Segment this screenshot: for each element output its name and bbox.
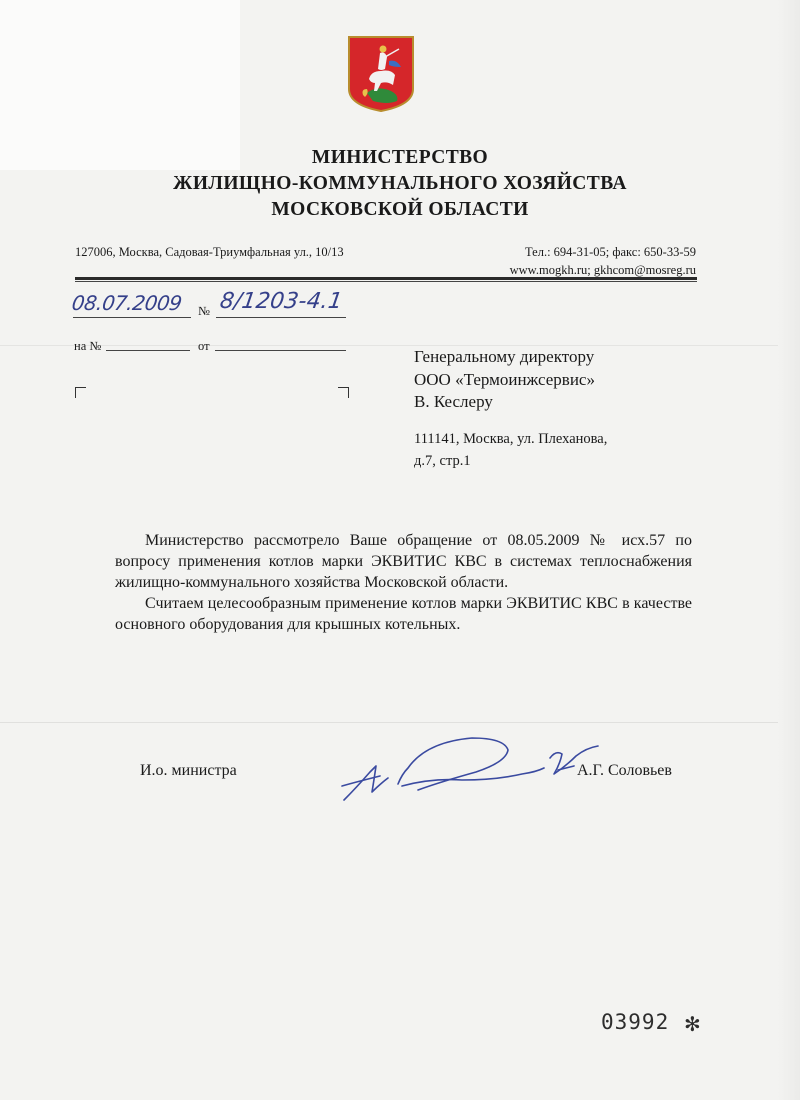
date-field-underline xyxy=(73,317,191,318)
paper-fold-line xyxy=(0,722,800,723)
recipient-title: Генеральному директору xyxy=(414,347,595,366)
ministry-title-line: МОСКОВСКОЙ ОБЛАСТИ xyxy=(271,199,529,220)
from-field-underline xyxy=(215,350,346,351)
from-label: от xyxy=(198,339,210,353)
outgoing-date-handwritten: 08.07.2009 xyxy=(70,291,184,315)
ministry-title-line: МИНИСТЕРСТВО xyxy=(311,147,489,168)
number-label: № xyxy=(198,304,210,318)
reference-field-underline xyxy=(106,350,190,351)
paper-fold-line xyxy=(0,345,800,346)
signatory-role: И.о. министра xyxy=(140,762,237,779)
reference-label: на № xyxy=(74,339,102,353)
header-divider xyxy=(75,281,697,282)
recipient-address xyxy=(414,428,607,472)
number-field-underline xyxy=(216,317,346,318)
outgoing-number-handwritten: 8/1203-4.1 xyxy=(218,289,345,314)
serial-number: 03992 xyxy=(601,1010,670,1034)
letter-body xyxy=(115,530,692,635)
address-block-corner xyxy=(75,387,86,398)
recipient-name: В. Кеслеру xyxy=(414,392,493,411)
coat-of-arms-emblem xyxy=(347,35,415,113)
serial-asterisk-icon: ✻ xyxy=(684,1012,701,1036)
recipient-block xyxy=(414,346,595,414)
web-email: www.mogkh.ru; gkhcom@mosreg.ru xyxy=(509,263,696,277)
handwritten-signature xyxy=(336,728,606,808)
ministry-title-line: ЖИЛИЩНО-КОММУНАЛЬНОГО ХОЗЯЙСТВА xyxy=(173,173,627,194)
header-divider xyxy=(75,277,697,280)
recipient-company: ООО «Термоинжсервис» xyxy=(414,369,595,389)
ministry-contacts xyxy=(510,243,696,279)
ministry-title xyxy=(0,145,800,223)
body-paragraph: Считаем целесообразным применение котлов марки ЭКВИТИС КВС в качестве основного оборудования для крышных котельных. xyxy=(115,595,692,633)
body-paragraph: Министерство рассмотрело Ваше обращение от 08.05.2009 № исх.57 по вопросу применения котлов марки ЭКВИТИС КВС в системах теплоснабжения жилищно-коммунального хозяйства Московской области. xyxy=(115,532,692,591)
address-block-corner xyxy=(338,387,349,398)
recipient-address-line: 111141, Москва, ул. Плеханова, xyxy=(414,431,608,447)
phone-fax: Тел.: 694-31-05; факс: 650-33-59 xyxy=(525,245,696,259)
ministry-address: 127006, Москва, Садовая-Триумфальная ул., 10/13 xyxy=(75,245,344,259)
recipient-address-line: д.7, стр.1 xyxy=(414,453,471,469)
signatory-name: А.Г. Соловьев xyxy=(577,762,672,779)
